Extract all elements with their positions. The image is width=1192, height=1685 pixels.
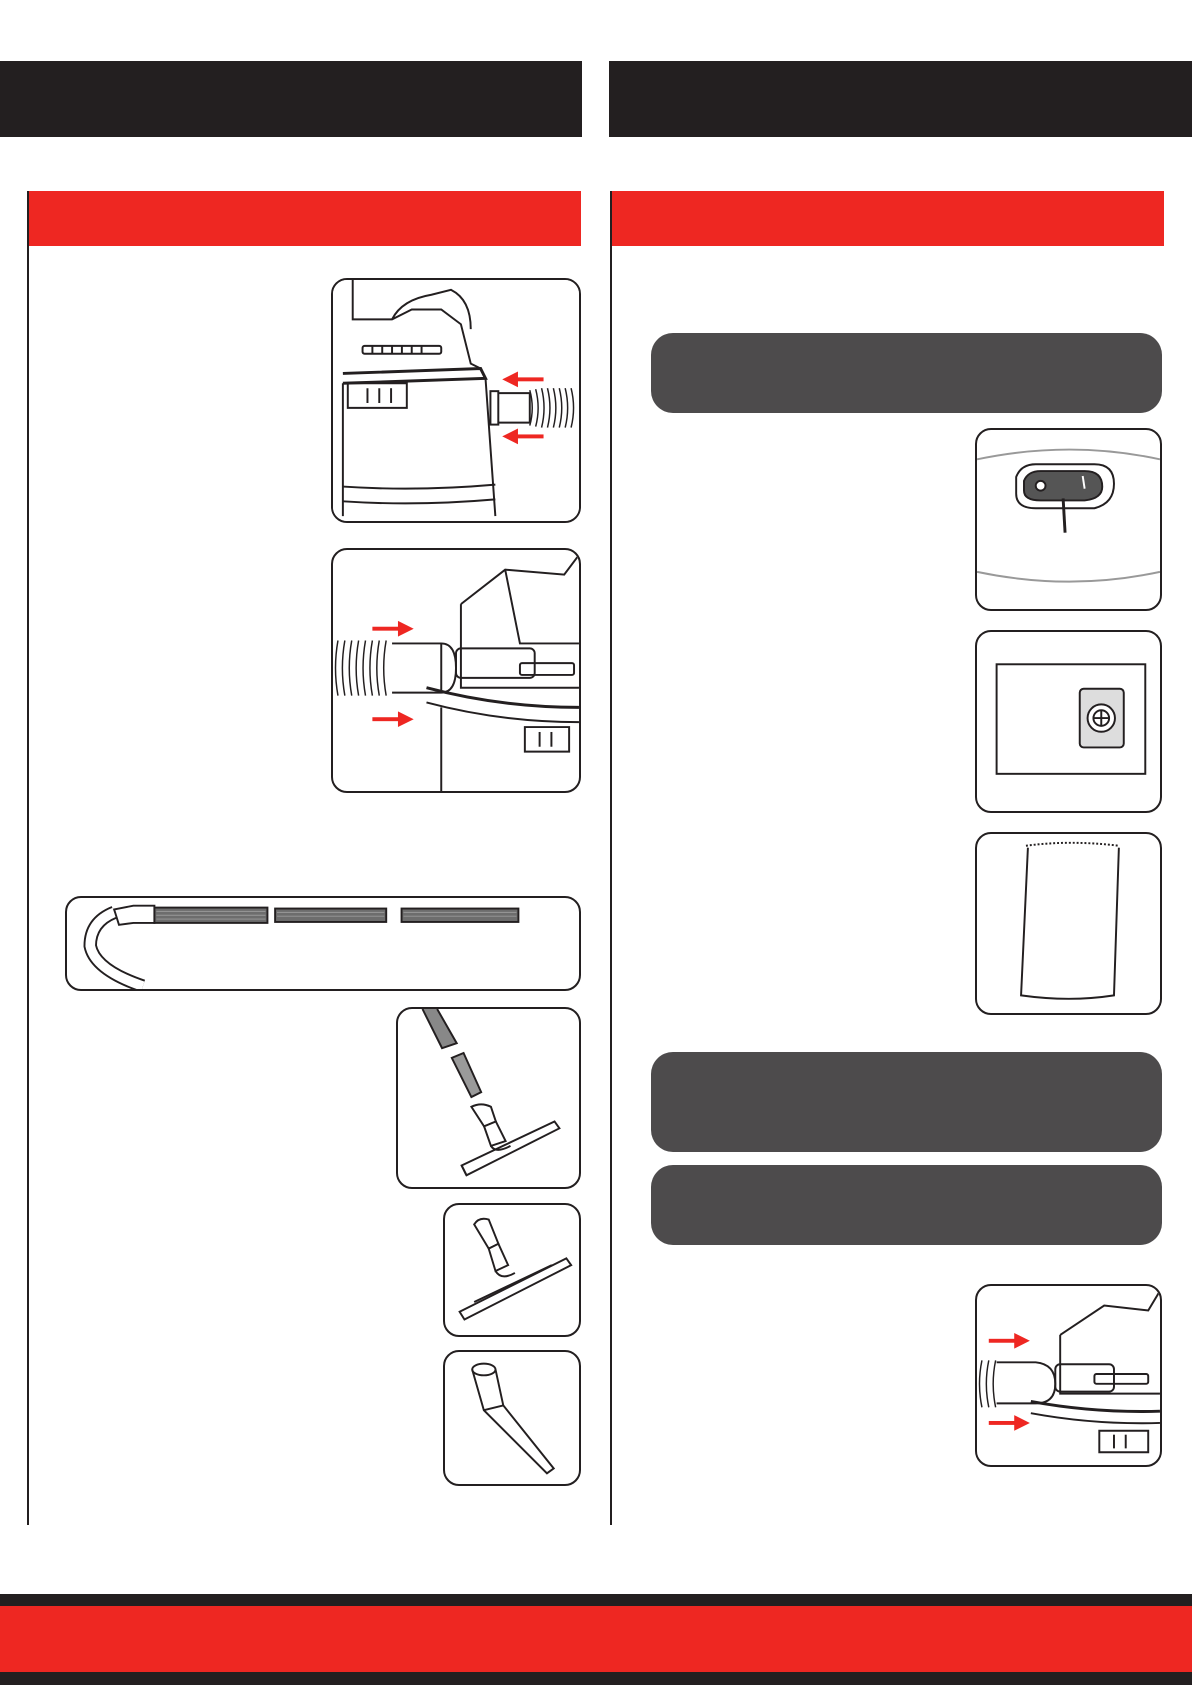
illustration-filter-sleeve — [975, 832, 1162, 1015]
illustration-filter-bag — [975, 630, 1162, 813]
note-box-1 — [651, 333, 1162, 413]
illustration-hose-inlet-left — [331, 278, 581, 523]
illustration-floor-nozzle-assembly — [396, 1007, 581, 1189]
footer-red-bar — [0, 1606, 1192, 1672]
illustration-hose-inlet-right — [331, 548, 581, 793]
column-rule-right — [610, 191, 612, 1525]
section-header-right — [612, 191, 1164, 246]
illustration-floor-nozzle — [443, 1203, 581, 1337]
illustration-filter-lock-tab — [975, 428, 1162, 611]
note-box-2 — [651, 1052, 1162, 1152]
footer-black-bar-bottom — [0, 1672, 1192, 1685]
note-box-3 — [651, 1165, 1162, 1245]
illustration-hose-and-wands — [65, 896, 581, 991]
section-header-left — [29, 191, 581, 246]
illustration-crevice-tool — [443, 1350, 581, 1486]
column-rule-left — [27, 191, 29, 1525]
header-bar-left — [0, 61, 582, 137]
footer-black-bar-top — [0, 1594, 1192, 1606]
illustration-hose-inlet-right-small — [975, 1284, 1162, 1467]
header-bar-right — [609, 61, 1192, 137]
